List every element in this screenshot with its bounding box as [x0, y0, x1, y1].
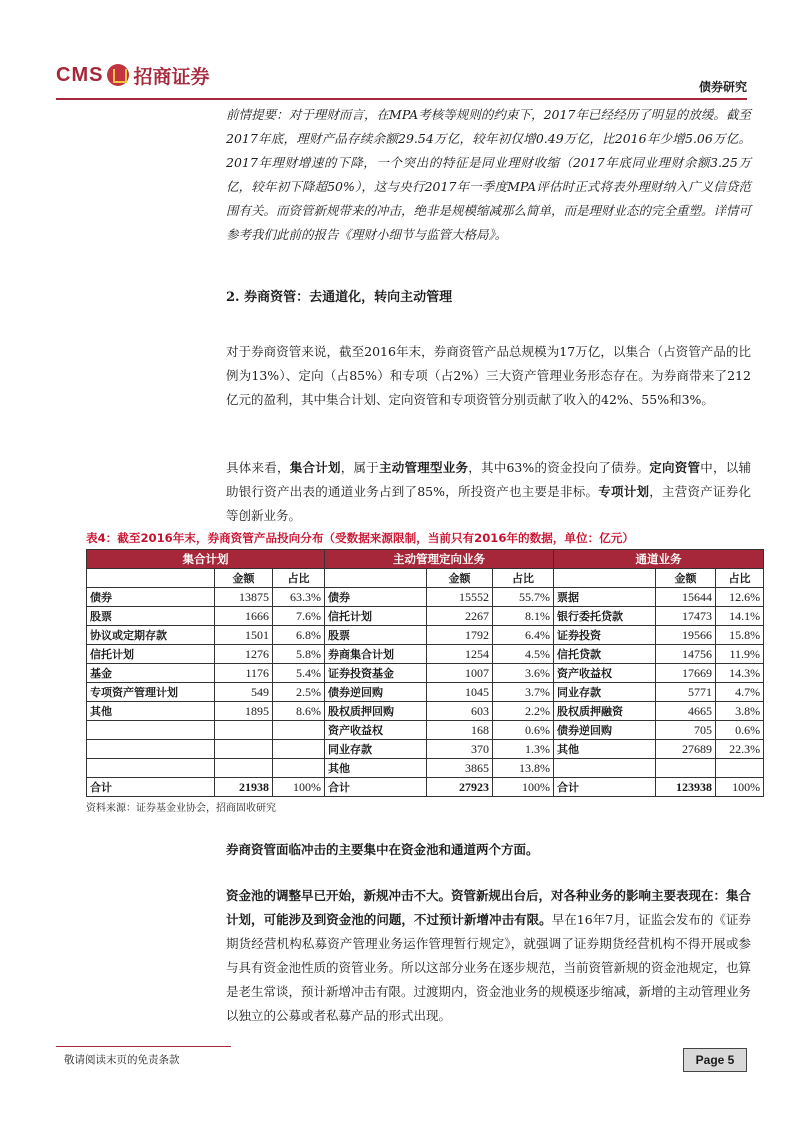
sub-header-ratio: 占比 — [716, 569, 764, 588]
sub-header-ratio: 占比 — [273, 569, 325, 588]
cell-label: 券商集合计划 — [325, 645, 427, 664]
cell-ratio: 14.1% — [716, 607, 764, 626]
cell-amount: 27689 — [656, 740, 716, 759]
sub-header-amount: 金额 — [656, 569, 716, 588]
cell-label: 资产收益权 — [325, 721, 427, 740]
para2-bold-4: 专项计划 — [598, 484, 650, 499]
cell-amount: 17669 — [656, 664, 716, 683]
cell-label: 其他 — [87, 702, 215, 721]
cell-ratio: 5.8% — [273, 645, 325, 664]
summary-text: 券商资管面临冲击的主要集中在资金池和通道两个方面。 — [226, 842, 539, 857]
cell-amount: 1501 — [215, 626, 273, 645]
cell-amount: 27923 — [427, 778, 493, 797]
group-header-b: 主动管理定向业务 — [325, 550, 554, 569]
cell-amount: 1045 — [427, 683, 493, 702]
cell-amount: 1176 — [215, 664, 273, 683]
cell-label: 股权质押融资 — [554, 702, 656, 721]
cell-label: 信托计划 — [325, 607, 427, 626]
table-title: 表4：截至2016年末，券商资管产品投向分布（受数据来源限制，当前只有2016年的数据，单位：亿元） — [86, 531, 634, 545]
cell-ratio: 2.2% — [493, 702, 554, 721]
cell-label: 债券 — [325, 588, 427, 607]
cell-amount: 1895 — [215, 702, 273, 721]
cell-amount: 1792 — [427, 626, 493, 645]
cell-amount — [215, 721, 273, 740]
cell-label — [87, 721, 215, 740]
section-title: 2. 券商资管：去通道化，转向主动管理 — [226, 290, 453, 305]
cell-amount: 15552 — [427, 588, 493, 607]
company-logo — [56, 60, 209, 90]
cell-ratio: 63.3% — [273, 588, 325, 607]
cell-amount: 17473 — [656, 607, 716, 626]
section-2-para2 — [226, 456, 751, 528]
cell-amount: 3865 — [427, 759, 493, 778]
cell-ratio: 11.9% — [716, 645, 764, 664]
sub-header-row — [87, 569, 764, 588]
para2-bold-3: 定向资管 — [649, 460, 701, 475]
cell-ratio: 3.7% — [493, 683, 554, 702]
cell-ratio: 5.4% — [273, 664, 325, 683]
cell-amount — [215, 759, 273, 778]
table-row — [87, 759, 764, 778]
para2-bold-2: 主动管理型业务 — [378, 460, 469, 475]
cell-label: 合计 — [87, 778, 215, 797]
cell-label: 债券逆回购 — [325, 683, 427, 702]
cell-label: 其他 — [554, 740, 656, 759]
table-row — [87, 721, 764, 740]
section-2-para1: 对于券商资管来说，截至2016年末，券商资管产品总规模为17万亿，以集合（占资管产品的比例为13%）、定向（占85%）和专项（占2%）三大资产管理业务形态存在。为券商带来了212亿元的盈利，其中集合计划、定向资管和专项资管分别贡献了收入的42%、55%和3%。 — [226, 344, 751, 407]
cell-ratio: 14.3% — [716, 664, 764, 683]
para2-text-2: ，属于 — [340, 460, 379, 475]
table-row — [87, 588, 764, 607]
cell-amount: 21938 — [215, 778, 273, 797]
section-tag: 债券研究 — [698, 80, 747, 94]
cell-amount: 370 — [427, 740, 493, 759]
cell-label: 股票 — [325, 626, 427, 645]
cell-label: 合计 — [554, 778, 656, 797]
table-4 — [86, 530, 761, 814]
cell-ratio: 6.8% — [273, 626, 325, 645]
para2-bold-1: 集合计划 — [289, 460, 341, 475]
para2-text-3: ，其中63%的资金投向了债券。 — [468, 460, 650, 475]
cell-label: 信托计划 — [87, 645, 215, 664]
cell-amount: 1666 — [215, 607, 273, 626]
cell-ratio: 13.8% — [493, 759, 554, 778]
pool-bold: 资金池的调整早已开始，新规冲击不大。资管新规出台后，对各种业务的影响主要表现在：集合计划，可能涉及到资金池的问题，不过预计新增冲击有限。 — [226, 888, 752, 927]
preface-block — [226, 103, 751, 247]
cell-label: 合计 — [325, 778, 427, 797]
cell-ratio: 55.7% — [493, 588, 554, 607]
table-row — [87, 626, 764, 645]
cell-ratio: 0.6% — [716, 721, 764, 740]
table-row — [87, 645, 764, 664]
sub-header-ratio: 占比 — [493, 569, 554, 588]
logo-cn-text: 招商证券 — [133, 65, 210, 88]
cell-ratio: 100% — [716, 778, 764, 797]
cell-amount: 14756 — [656, 645, 716, 664]
table-row — [87, 664, 764, 683]
cell-ratio — [273, 759, 325, 778]
group-header-c: 通道业务 — [554, 550, 764, 569]
cell-label: 资产收益权 — [554, 664, 656, 683]
para2-text-4: 中，以辅助银行资产出表的通道业务占到了85%，所投资产也主要是非标。 — [226, 460, 751, 499]
sub-header-blank — [325, 569, 427, 588]
cell-amount: 13875 — [215, 588, 273, 607]
cell-ratio: 12.6% — [716, 588, 764, 607]
cell-amount: 168 — [427, 721, 493, 740]
cell-label — [554, 759, 656, 778]
cell-label: 证券投资 — [554, 626, 656, 645]
cell-amount: 1276 — [215, 645, 273, 664]
cell-ratio: 2.5% — [273, 683, 325, 702]
cell-ratio: 8.6% — [273, 702, 325, 721]
cell-label: 专项资产管理计划 — [87, 683, 215, 702]
cell-ratio: 4.5% — [493, 645, 554, 664]
cell-ratio — [273, 740, 325, 759]
cell-ratio: 3.8% — [716, 702, 764, 721]
sub-header-amount: 金额 — [215, 569, 273, 588]
cell-ratio — [716, 759, 764, 778]
table-row — [87, 683, 764, 702]
cell-ratio: 100% — [493, 778, 554, 797]
cell-ratio: 22.3% — [716, 740, 764, 759]
cell-amount: 1007 — [427, 664, 493, 683]
cell-amount: 5771 — [656, 683, 716, 702]
cell-label — [87, 759, 215, 778]
para2-text-1: 具体来看， — [226, 460, 290, 475]
cell-label: 信托贷款 — [554, 645, 656, 664]
logo-cms-text: CMS — [56, 63, 104, 86]
table-source: 资料来源：证券基金业协会，招商固收研究 — [86, 803, 276, 814]
cell-amount: 2267 — [427, 607, 493, 626]
cell-ratio: 0.6% — [493, 721, 554, 740]
cell-label: 其他 — [325, 759, 427, 778]
sub-header-blank — [87, 569, 215, 588]
cell-ratio — [273, 721, 325, 740]
cell-amount: 19566 — [656, 626, 716, 645]
table-row — [87, 740, 764, 759]
pool-block — [226, 884, 751, 1028]
logo-mark-icon — [107, 64, 129, 86]
cell-amount: 15644 — [656, 588, 716, 607]
cell-amount: 4665 — [656, 702, 716, 721]
cell-ratio: 7.6% — [273, 607, 325, 626]
footer-divider — [56, 1046, 231, 1047]
cell-ratio: 8.1% — [493, 607, 554, 626]
cell-label: 股票 — [87, 607, 215, 626]
sub-header-blank — [554, 569, 656, 588]
cell-amount: 123938 — [656, 778, 716, 797]
group-header-row — [87, 550, 764, 569]
cell-amount: 603 — [427, 702, 493, 721]
page-number: Page 5 — [683, 1048, 747, 1072]
pool-text: 早在16年7月，证监会发布的《证券期货经营机构私募资产管理业务运作管理暂行规定》，就强调了证券期货经营机构不得开展或参与具有资金池性质的资管业务。所以这部分业务在逐步规范，当前资管新规的资金池规定，也算是老生常谈，预计新增冲击有限。过渡期内，资金池业务的规模逐步缩减，新增的主动管理业务以独立的公募或者私募产品的形式出现。 — [226, 912, 752, 1023]
cell-label: 证券投资基金 — [325, 664, 427, 683]
header-divider — [56, 98, 747, 100]
cell-amount: 705 — [656, 721, 716, 740]
cell-ratio: 4.7% — [716, 683, 764, 702]
footer-disclaimer: 敬请阅读末页的免责条款 — [64, 1054, 180, 1066]
cell-label: 债券 — [87, 588, 215, 607]
cell-label: 同业存款 — [325, 740, 427, 759]
pool-paragraph — [226, 884, 751, 1028]
cell-label: 协议或定期存款 — [87, 626, 215, 645]
cell-ratio: 100% — [273, 778, 325, 797]
cell-ratio: 6.4% — [493, 626, 554, 645]
section-2-para1-block — [226, 340, 751, 412]
cell-amount — [215, 740, 273, 759]
cell-amount: 549 — [215, 683, 273, 702]
cell-label — [87, 740, 215, 759]
cell-ratio: 1.3% — [493, 740, 554, 759]
preface-text: 前情提要：对于理财而言，在MPA考核等规则的约束下，2017年已经经历了明显的放缓。截至2017年底，理财产品存续余额29.54万亿，较年初仅增0.49万亿，比2016年少增5.06万亿。2017年理财增速的下降，一个突出的特征是同业理财收缩（2017年底同业理财余额3.25万亿，较年初下降超50%），这与央行2017年一季度MPA评估时正式将表外理财纳入广义信贷范围有关。而资管新规带来的冲击，绝非是规模缩减那么简单，而是理财业态的完全重塑。详情可参考我们此前的报告《理财小细节与监管大格局》。 — [226, 107, 752, 242]
cell-label: 基金 — [87, 664, 215, 683]
table-row — [87, 702, 764, 721]
cell-label: 债券逆回购 — [554, 721, 656, 740]
cell-label: 票据 — [554, 588, 656, 607]
para2-text-5: ，主营资产证券化等创新业务。 — [226, 484, 751, 523]
cell-ratio: 3.6% — [493, 664, 554, 683]
sub-header-amount: 金额 — [427, 569, 493, 588]
cell-amount: 1254 — [427, 645, 493, 664]
cell-amount — [656, 759, 716, 778]
cell-label: 银行委托贷款 — [554, 607, 656, 626]
section-2-para2-block — [226, 456, 751, 528]
cell-label: 股权质押回购 — [325, 702, 427, 721]
cell-ratio: 15.8% — [716, 626, 764, 645]
total-row — [87, 778, 764, 797]
summary-block — [226, 838, 751, 862]
section-2 — [226, 286, 751, 310]
distribution-table — [86, 549, 764, 797]
group-header-a: 集合计划 — [87, 550, 325, 569]
table-row — [87, 607, 764, 626]
cell-label: 同业存款 — [554, 683, 656, 702]
